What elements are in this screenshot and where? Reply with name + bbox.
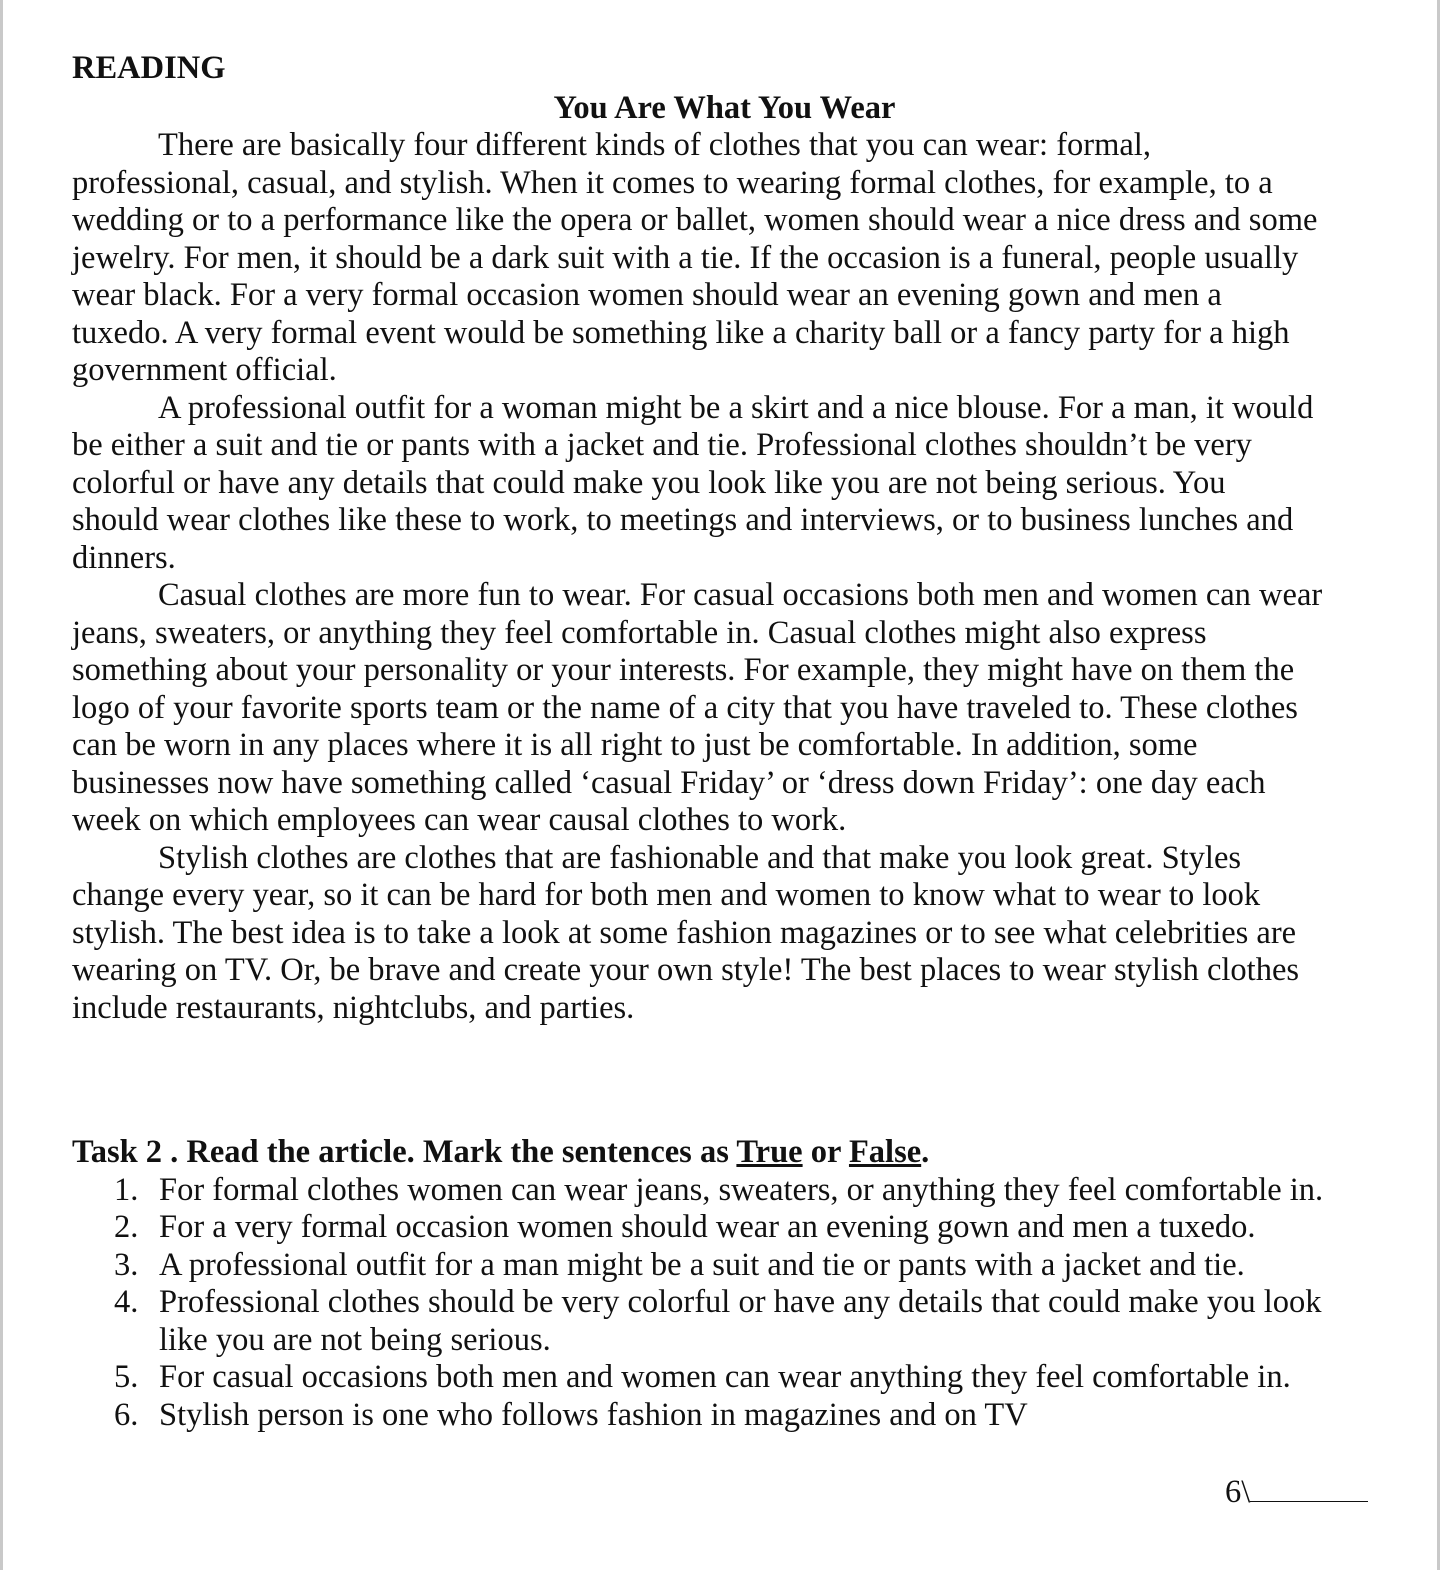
paragraph-line: stylish. The best idea is to take a look at some fashion magazines or to see what celebrities are — [72, 914, 1297, 951]
paragraph-line: should wear clothes like these to work, to meetings and interviews, or to business lunches and — [72, 502, 1294, 538]
paragraph-line: week on which employees can wear causal clothes to work. — [72, 802, 847, 838]
statement-number: 1. — [114, 1171, 139, 1208]
paragraph-line: There are basically four different kinds of clothes that you can wear: formal, — [158, 127, 1151, 163]
statement-item — [72, 1359, 1392, 1397]
paragraph-professional — [72, 390, 1377, 578]
statement-item — [72, 1172, 1392, 1210]
score-field — [1225, 1470, 1368, 1512]
false-word: False — [848, 1134, 922, 1170]
statement-item — [72, 1247, 1392, 1285]
statement-list — [72, 1172, 1392, 1435]
statement-text: Stylish person is one who follows fashion in magazines and on TV — [159, 1396, 1028, 1433]
paragraph-line: wearing on TV. Or, be brave and create your own style! The best places to wear stylish clothes — [72, 952, 1300, 988]
task-heading-prefix: Task 2 . Read the article. Mark the sentences as — [72, 1134, 737, 1170]
paragraph-line: jeans, sweaters, or anything they feel comfortable in. Casual clothes might also express — [72, 614, 1207, 651]
reading-section — [72, 46, 1377, 1027]
paragraph-formal — [72, 127, 1377, 390]
task-heading — [72, 1134, 1392, 1172]
paragraph-line: logo of your favorite sports team or the name of a city that you have traveled to. These clothes — [72, 689, 1298, 726]
statement-item — [72, 1209, 1392, 1247]
score-blank-line[interactable] — [1250, 1470, 1368, 1502]
article-title: You Are What You Wear — [553, 90, 896, 126]
paragraph-line: can be worn in any places where it is all right to just be comfortable. In addition, some — [72, 727, 1198, 763]
paragraph-line: wear black. For a very formal occasion women should wear an evening gown and men a — [72, 277, 1222, 313]
paragraph-line: change every year, so it can be hard for both men and women to know what to wear to look — [72, 877, 1261, 913]
paragraph-line: Stylish clothes are clothes that are fashionable and that make you look great. Styles — [158, 839, 1242, 876]
paragraph-line: professional, casual, and stylish. When it comes to wearing formal clothes, for example, to a — [72, 164, 1273, 201]
statement-text: Professional clothes should be very colorful or have any details that could make you look — [159, 1284, 1322, 1320]
paragraph-line: dinners. — [72, 539, 176, 576]
task-heading-suffix: . — [921, 1134, 930, 1170]
statement-text-continued: like you are not being serious. — [159, 1321, 551, 1358]
statement-number: 3. — [114, 1246, 139, 1283]
statement-text: For casual occasions both men and women can wear anything they feel comfortable in. — [159, 1359, 1291, 1395]
paragraph-line: jewelry. For men, it should be a dark suit with a tie. If the occasion is a funeral, people usually — [72, 239, 1299, 276]
paragraph-line: tuxedo. A very formal event would be something like a charity ball or a fancy party for a high — [72, 314, 1290, 351]
paragraph-line: wedding or to a performance like the opera or ballet, women should wear a nice dress and some — [72, 202, 1318, 238]
paragraph-line: Casual clothes are more fun to wear. For casual occasions both men and women can wear — [158, 577, 1323, 613]
task-section — [72, 1134, 1392, 1434]
statement-item — [72, 1397, 1392, 1435]
score-label: 6\ — [1225, 1474, 1251, 1510]
paragraph-line: be either a suit and tie or pants with a jacket and tie. Professional clothes shouldn’t be very — [72, 427, 1252, 463]
paragraph-line: businesses now have something called ‘casual Friday’ or ‘dress down Friday’: one day each — [72, 764, 1266, 801]
statement-text: For a very formal occasion women should wear an evening gown and men a tuxedo. — [159, 1209, 1256, 1245]
paragraph-line: colorful or have any details that could make you look like you are not being serious. You — [72, 464, 1226, 501]
paragraph-stylish — [72, 840, 1377, 1028]
paragraph-line: government official. — [72, 352, 337, 388]
statement-text: A professional outfit for a man might be a suit and tie or pants with a jacket and tie. — [159, 1246, 1245, 1283]
statement-number: 6. — [114, 1396, 139, 1433]
paragraph-casual — [72, 577, 1377, 840]
or-word: or — [802, 1134, 849, 1170]
statement-number: 4. — [114, 1284, 139, 1320]
paragraph-line: something about your personality or your interests. For example, they might have on them the — [72, 652, 1295, 688]
statement-number: 5. — [114, 1359, 139, 1395]
statement-text: For formal clothes women can wear jeans, sweaters, or anything they feel comfortable in. — [159, 1171, 1324, 1208]
statement-number: 2. — [114, 1209, 139, 1245]
section-heading: READING — [72, 50, 226, 86]
statement-item — [72, 1284, 1392, 1359]
paragraph-line: include restaurants, nightclubs, and parties. — [72, 989, 635, 1026]
true-word: True — [736, 1134, 803, 1170]
paragraph-line: A professional outfit for a woman might be a skirt and a nice blouse. For a man, it would — [158, 389, 1314, 426]
